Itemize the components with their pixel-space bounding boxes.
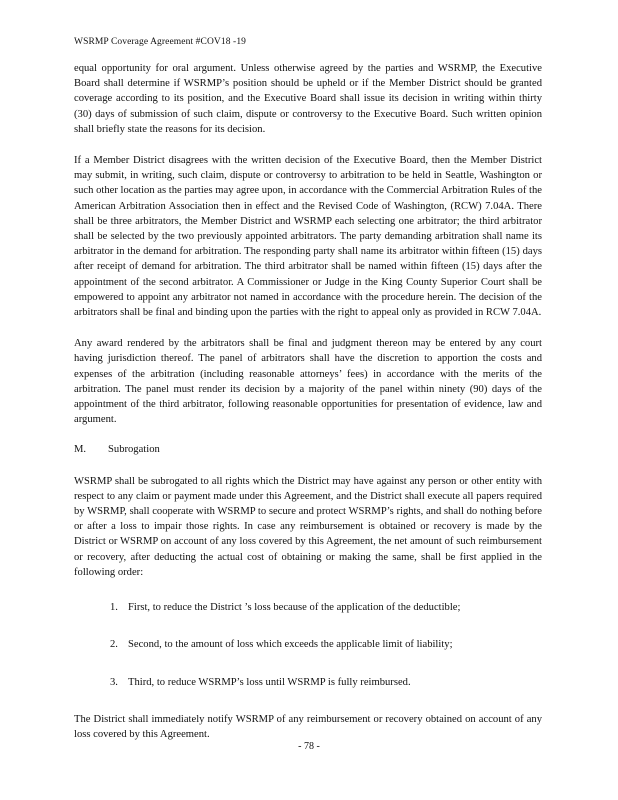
list-number: 3.: [110, 676, 118, 688]
document-body: [74, 61, 542, 742]
paragraph-subrogation: WSRMP shall be subrogated to all rights which the District may have against any person or other entity with respect to any claim or payment made under this Agreement, and the District shall execute all papers required by WSRMP, shall cooperate with WSRMP to secure and protect WSRMP’s rights, and shall do nothing before or after a loss to impair those rights. In case any reimbursement is obtained or recovery is made by the District or WSRMP on account of any loss covered by this Agreement, the net amount of such reimbursement or recovery, after deducting the actual cost of obtaining or making the same, shall be first applied in the following order:: [74, 475, 542, 578]
list-item: [110, 675, 542, 690]
page-number: - 78 -: [298, 741, 320, 752]
section-letter: M.: [74, 444, 87, 456]
list-text: Third, to reduce WSRMP’s loss until WSRMP is fully reimbursed.: [128, 676, 411, 688]
list-number: 2.: [110, 639, 118, 651]
list-item: [110, 600, 542, 615]
list-item: [110, 637, 542, 652]
section-heading: [74, 442, 542, 457]
list-text: First, to reduce the District ’s loss because of the application of the deductible;: [128, 602, 461, 614]
paragraph-arbitration: If a Member District disagrees with the written decision of the Executive Board, then the Member District may submit, in writing, such claim, dispute or controversy to arbitration to be held in Seattle, Washington or such other location as the parties may agree upon, in accordance with the Commercial Arbitration Rules of the American Arbitration Association then in effect and the Revised Code of Washington, (RCW) 7.04A. There shall be three arbitrators, the Member District and WSRMP each selecting one arbitrator; the third arbitrator shall be selected by the two previously appointed arbitrators. The party demanding arbitration shall name its arbitrator in the demand for arbitration. The responding party shall name its arbitrator within fifteen (15) days after receipt of demand for arbitration. The third arbitrator shall be named within fifteen (15) days after the appointment of the second arbitrator. A Commissioner or Judge in the King County Superior Court shall be empowered to appoint any arbitrator not named in accordance with the procedure herein. The decision of the arbitrators shall be final and binding upon the parties with the right to appeal only as provided in RCW 7.04A.: [74, 155, 542, 319]
application-order-list: [74, 600, 542, 690]
paragraph-executive-board: equal opportunity for oral argument. Unless otherwise agreed by the parties and WSRMP, the Executive Board shall determine if WSRMP’s position should be upheld or if the Member District should be granted coverage according to its position, and the Executive Board shall issue its decision in writing within thirty (30) days of submission of such claim, dispute or controversy to the Executive Board. Such written opinion shall briefly state the reasons for its decision.: [74, 63, 542, 135]
section-title: Subrogation: [108, 444, 160, 456]
list-text: Second, to the amount of loss which exceeds the applicable limit of liability;: [128, 639, 453, 651]
running-header: WSRMP Coverage Agreement #COV18 -19: [74, 37, 247, 47]
paragraph-notify: The District shall immediately notify WSRMP of any reimbursement or recovery obtained on account of any loss covered by this Agreement.: [74, 713, 542, 740]
paragraph-award: Any award rendered by the arbitrators shall be final and judgment thereon may be entered by any court having jurisdiction thereof. The panel of arbitrators shall have the discretion to apportion the costs and expenses of the arbitration (including reasonable attorneys’ fees) in accordance with the merits of the arbitration. The panel must render its decision by a majority of the panel within ninety (90) days of the appointment of the third arbitrator, following reasonable opportunities for presentation of evidence, law and argument.: [74, 338, 542, 426]
list-number: 1.: [110, 602, 118, 614]
